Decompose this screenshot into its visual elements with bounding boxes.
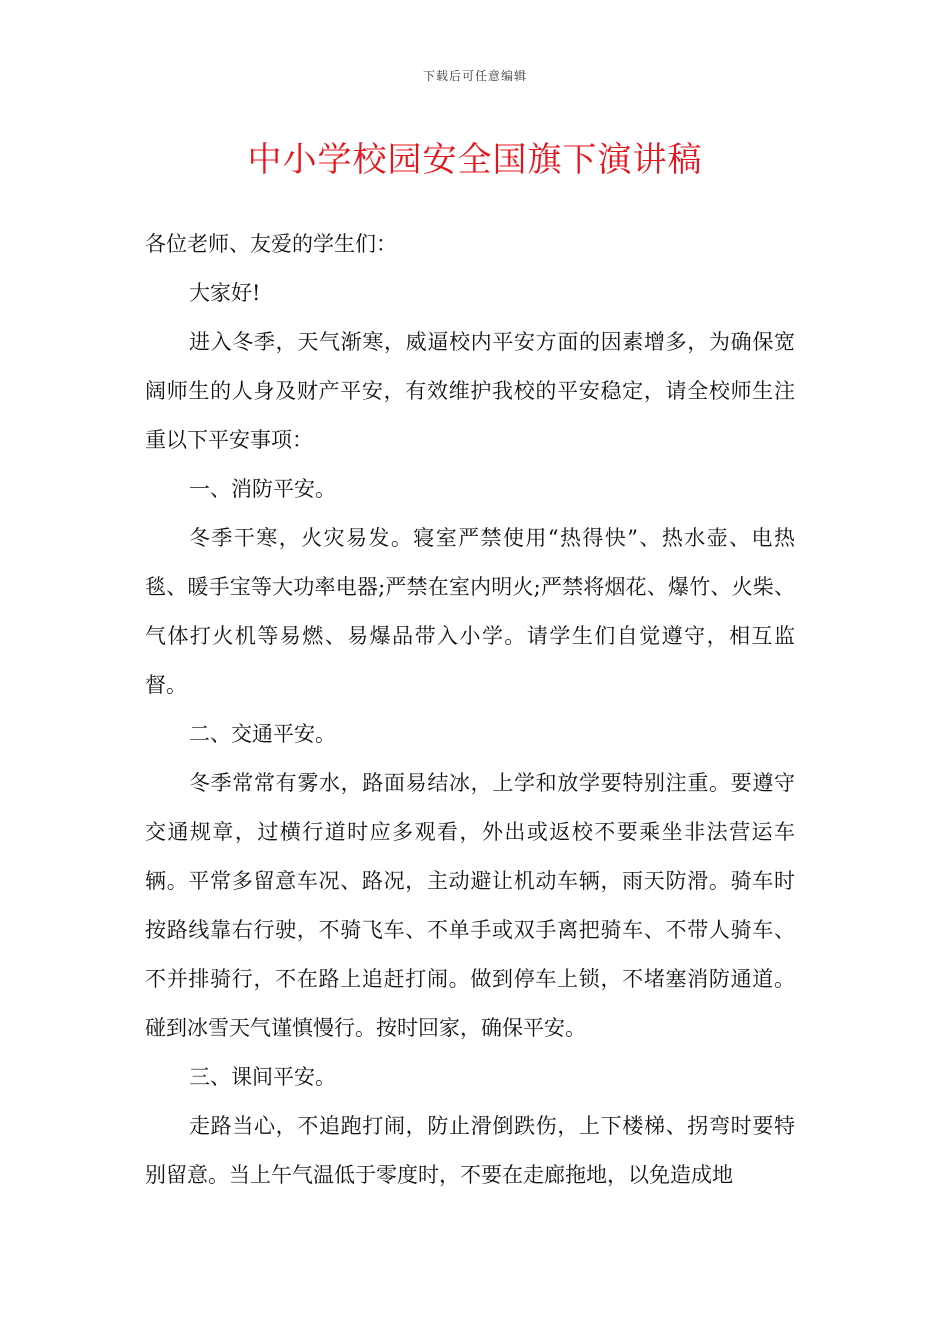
intro-paragraph: 进入冬季，天气渐寒，威逼校内平安方面的因素增多，为确保宽阔师生的人身及财产平安，有效维护我校的平安稳定，请全校师生注重以下平安事项： bbox=[145, 330, 795, 452]
salutation: 各位老师、友爱的学生们： bbox=[145, 232, 397, 256]
section-heading-break-safety: 三、课间平安。 bbox=[189, 1065, 336, 1089]
fire-safety-paragraph: 冬季干寒，火灾易发。寝室严禁使用“热得快”、热水壶、电热毯、暖手宝等大功率电器;严禁在室内明火;严禁将烟花、爆竹、火柴、气体打火机等易燃、易爆品带入小学。请学生们自觉遵守，相互监督。 bbox=[145, 526, 795, 697]
header-note: 下载后可任意编辑 bbox=[422, 69, 527, 83]
break-safety-paragraph: 走路当心，不追跑打闹，防止滑倒跌伤，上下楼梯、拐弯时要特别留意。当上午气温低于零度时，不要在走廊拖地，以免造成地 bbox=[145, 1114, 795, 1187]
section-heading-fire-safety: 一、消防平安。 bbox=[189, 477, 336, 501]
document-body bbox=[145, 220, 795, 1200]
section-heading-traffic-safety: 二、交通平安。 bbox=[189, 722, 336, 746]
document-title: 中小学校园安全国旗下演讲稿 bbox=[247, 140, 703, 180]
traffic-safety-paragraph: 冬季常常有雾水，路面易结冰，上学和放学要特别注重。要遵守交通规章，过横行道时应多观看，外出或返校不要乘坐非法营运车辆。平常多留意车况、路况，主动避让机动车辆，雨天防滑。骑车时按路线靠右行驶，不骑飞车、不单手或双手离把骑车、不带人骑车、不并排骑行，不在路上追赶打闹。做到停车上锁，不堵塞消防通道。碰到冰雪天气谨慎慢行。按时回家，确保平安。 bbox=[145, 771, 795, 1040]
greeting: 大家好! bbox=[189, 281, 261, 305]
